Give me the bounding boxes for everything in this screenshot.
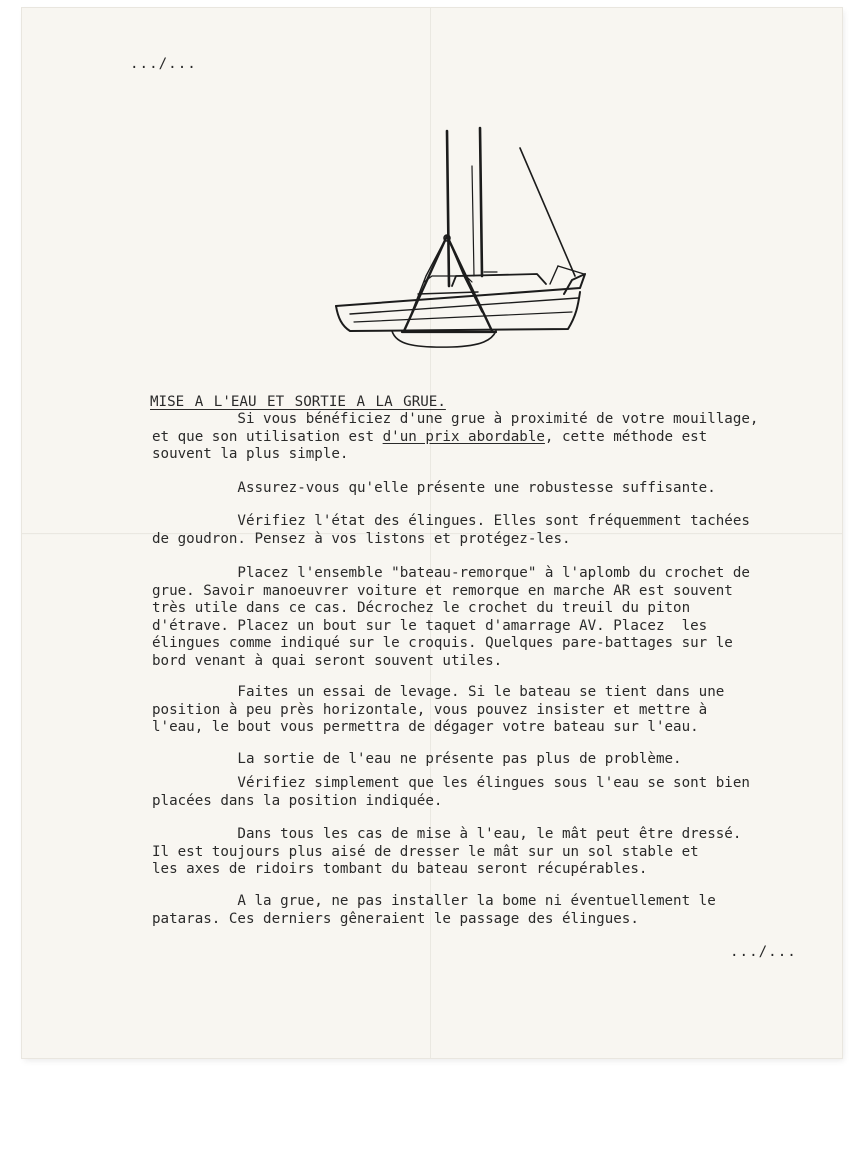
text-line: souvent la plus simple. (152, 446, 349, 462)
text-line: Faites un essai de levage. Si le bateau se tient dans une (152, 684, 725, 700)
text-line: l'eau, le bout vous permettra de dégager votre bateau sur l'eau. (152, 719, 699, 735)
text-line: Vérifiez l'état des élingues. Elles sont fréquemment tachées (152, 513, 750, 529)
paragraph-crane-intro (152, 411, 842, 464)
text-line: grue. Savoir manoeuvrer voiture et remorque en marche AR est souvent (152, 582, 733, 599)
paragraph-exit-water (152, 751, 842, 769)
paragraph-lifting-test (152, 684, 842, 737)
underlined-phrase: d'un prix abordable (382, 428, 545, 445)
text-line: d'étrave. Placez un bout sur le taquet d'amarrage AV. Placez les (152, 617, 708, 634)
paragraph-boom (152, 893, 842, 928)
text-line: et que son utilisation est (152, 428, 383, 445)
typed-document-page (22, 8, 842, 1058)
text-line: A la grue, ne pas installer la bome ni éventuellement le (152, 893, 716, 909)
text-line: de goudron. Pensez à vos listons et protégez-les. (152, 530, 571, 547)
text-line: Assurez-vous qu'elle présente une robustesse suffisante. (152, 480, 716, 496)
text-line: pataras. Ces derniers gêneraient le passage des élingues. (152, 910, 639, 927)
paragraph-robustness (152, 480, 842, 498)
text-line: , cette méthode est (544, 428, 708, 445)
continuation-marker-bottom: .../... (730, 944, 797, 960)
paragraph-mast (152, 826, 842, 879)
text-line: La sortie de l'eau ne présente pas plus de problème. (152, 751, 682, 767)
text-line: Vérifiez simplement que les élingues sous l'eau se sont bien (152, 775, 750, 791)
sailboat-on-crane-slings-icon (332, 126, 594, 361)
text-line: les axes de ridoirs tombant du bateau seront récupérables. (152, 861, 648, 877)
section-heading: MISE A L'EAU ET SORTIE A LA GRUE. (150, 394, 446, 410)
text-line: Dans tous les cas de mise à l'eau, le mât peut être dressé. (152, 826, 742, 842)
text-line: très utile dans ce cas. Décrochez le crochet du treuil du piton (152, 600, 691, 616)
text-line: bord venant à quai seront souvent utiles. (152, 652, 503, 669)
continuation-marker-top: .../... (130, 56, 197, 72)
text-line: Il est toujours plus aisé de dresser le mât sur un sol stable et (152, 843, 699, 860)
paragraph-placement (152, 565, 842, 670)
text-line: Si vous bénéficiez d'une grue à proximité de votre mouillage, (152, 411, 759, 427)
paragraph-slings-check (152, 513, 842, 548)
paragraph-slings-position (152, 775, 842, 810)
text-line: Placez l'ensemble "bateau-remorque" à l'aplomb du crochet de (152, 565, 750, 581)
text-line: placées dans la position indiquée. (152, 792, 443, 809)
text-line: position à peu près horizontale, vous pouvez insister et mettre à (152, 701, 708, 718)
text-line: élingues comme indiqué sur le croquis. Quelques pare-battages sur le (152, 635, 733, 651)
